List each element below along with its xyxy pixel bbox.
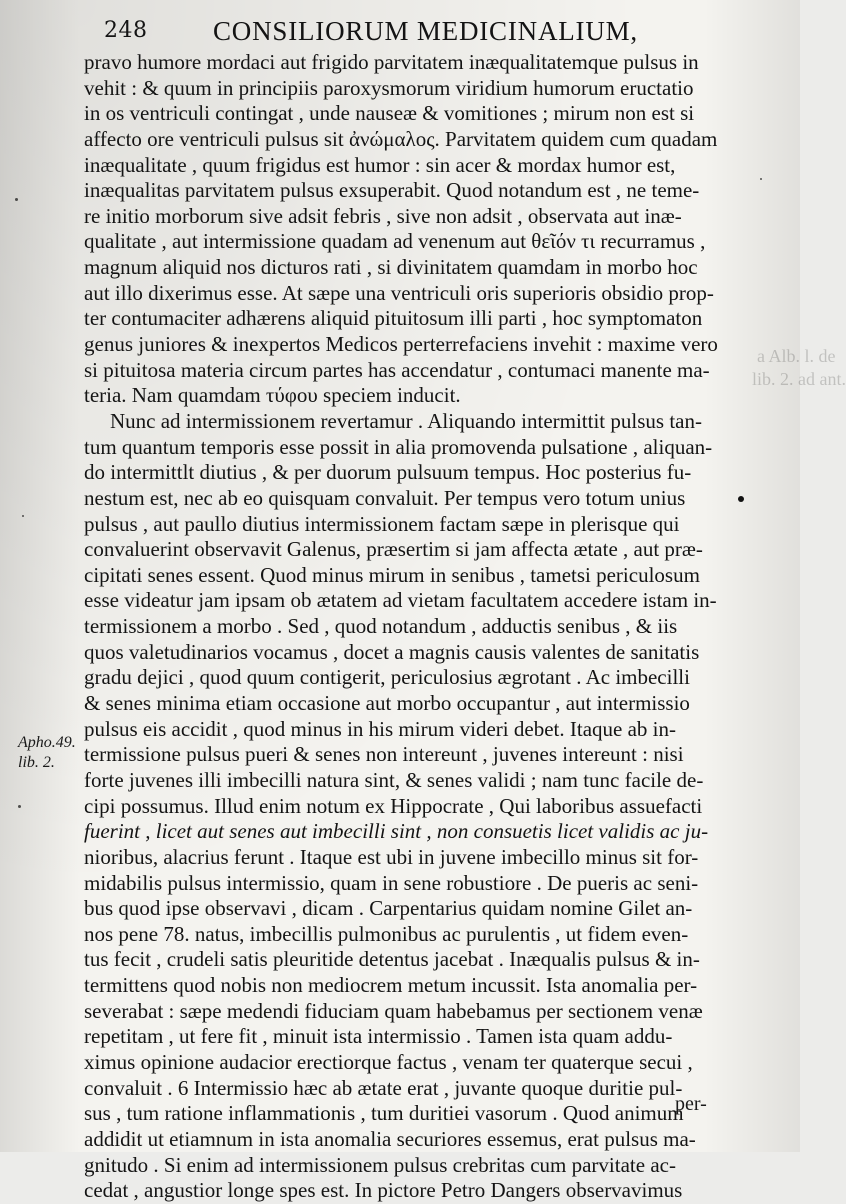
text-line: vehit : & quum in principiis paroxysmorum viridium humorum eructatio [84, 75, 694, 100]
text-line: & senes minima etiam occasione aut morbo occupantur , aut intermissio [84, 691, 690, 716]
text-line: si pituitosa materia circum partes has accendatur , contumaci manente ma- [84, 357, 710, 382]
bleed-through-text: a Alb. l. de [757, 346, 836, 366]
text-line: nos pene 78. natus, imbecillis pulmonibus ac purulentis , ut fidem even- [84, 921, 689, 946]
text-line: re initio morborum sive adsit febris , sive non adsit , observata aut inæ- [84, 203, 682, 228]
text-line: in os ventriculi contingat , unde nauseæ & vomitiones ; mirum non est si [84, 101, 695, 126]
text-line: termissionem a morbo . Sed , quod notandum , adductis senibus , & iis [84, 614, 678, 639]
ink-dot [738, 496, 744, 502]
text-line: termittens quod nobis non mediocrem metum incussit. Ista anomalia per- [84, 973, 698, 998]
body-text [84, 50, 734, 1204]
text-line: esse videatur jam ipsam ob ætatem ad vietam facultatem accedere istam in- [84, 588, 717, 613]
text-line: cipitati senes essent. Quod minus mirum in senibus , tametsi periculosum [84, 562, 700, 587]
text-line: qualitate , aut intermissione quadam ad venenum aut θεῖόν τι recurramus , [84, 229, 706, 254]
page-number: 248 [104, 18, 148, 43]
text-line: cedat , angustior longe spes est. In pictore Petro Dangers observavimus [84, 1178, 683, 1203]
page-header [0, 8, 800, 48]
text-line: gradu dejici , quod quum contigerit, periculosius ægrotant . Ac imbecilli [84, 665, 690, 690]
text-line: do intermittlt diutius , & per duorum pulsuum tempus. Hoc posterius fu- [84, 460, 692, 485]
catchword: per- [675, 1093, 707, 1115]
text-line: inæqualitate , quum frigidus est humor : sin acer & mordax humor est, [84, 152, 676, 177]
text-line: pulsus eis accidit , quod minus in his mirum videri debet. Itaque ab in- [84, 716, 676, 741]
text-line: bus quod ipse observavi , dicam . Carpentarius quidam nomine Gilet an- [84, 896, 693, 921]
text-line: gnitudo . Si enim ad intermissionem pulsus crebritas cum parvitate ac- [84, 1152, 676, 1177]
ink-speck [18, 805, 21, 808]
ink-speck [760, 178, 762, 180]
text-line: nioribus, alacrius ferunt . Itaque est ubi in juvene imbecillo minus sit for- [84, 844, 699, 869]
text-line: severabat : sæpe medendi fiduciam quam habebamus per sectionem venæ [84, 998, 703, 1023]
ink-speck [15, 198, 18, 201]
bleed-through-text: lib. 2. ad ant. [752, 369, 846, 389]
ink-speck [22, 515, 24, 517]
quoted-aphorism-line: fuerint , licet aut senes aut imbecilli sint , non consuetis licet validis ac ju- [84, 819, 709, 844]
text-line: cipi possumus. Illud enim notum ex Hippocrate , Qui laboribus assuefacti [84, 793, 703, 818]
text-line: termissione pulsus pueri & senes non intereunt , juvenes intereunt : nisi [84, 742, 684, 767]
marginal-note-line: lib. 2. [18, 754, 55, 771]
running-head: CONSILIORUM MEDICINALIUM, [213, 16, 638, 46]
text-line: nestum est, nec ab eo quisquam convaluit. Per tempus vero totum unius [84, 485, 686, 510]
text-line: sus , tum ratione inflammationis , tum duritiei vasorum . Quod animum [84, 1101, 684, 1126]
text-line: convaluerint observavit Galenus, præsertim si jam affecta ætate , aut præ- [84, 537, 703, 562]
text-line: pulsus , aut paullo diutius intermissionem factam sæpe in plerisque qui [84, 511, 680, 536]
text-line: affecto ore ventriculi pulsus sit ἀνώμαλος. Parvitatem quidem cum quadam [84, 126, 718, 151]
marginal-note-line: Apho.49. [18, 734, 76, 751]
marginal-note [18, 733, 86, 773]
text-line: tum quantum temporis esse possit in alia promovenda pulsatione , aliquan- [84, 434, 713, 459]
text-line: ximus opinione audacior erectiorque factus , venam ter quaterque secui , [84, 1049, 693, 1074]
text-line: convaluit . 6 Intermissio hæc ab ætate erat , juvante quoque duritie pul- [84, 1075, 683, 1100]
text-line: genus juniores & inexpertos Medicos perterrefaciens invehit : maxime vero [84, 332, 718, 357]
text-line: midabilis pulsus intermissio, quam in sene robustiore . De pueris ac seni- [84, 870, 699, 895]
text-line: forte juvenes illi imbecilli natura sint, & senes validi ; nam tunc facile de- [84, 767, 704, 792]
text-line: tus fecit , crudeli satis pleuritide detentus jacebat . Inæqualis pulsus & in- [84, 947, 700, 972]
text-line: quos valetudinarios vocamus , docet a magnis causis valentes de sanitatis [84, 639, 700, 664]
text-line: addidit ut etiamnum in ista anomalia securiores essemus, erat pulsus ma- [84, 1126, 696, 1151]
text-line: teria. Nam quamdam τύφου speciem inducit. [84, 383, 461, 408]
text-line: repetitam , ut fere fit , minuit ista intermissio . Tamen ista quam addu- [84, 1024, 673, 1049]
text-line: aut illo dixerimus esse. At sæpe una ventriculi oris superioris obsidio prop- [84, 280, 714, 305]
paragraph-start-line: Nunc ad intermissionem revertamur . Aliquando intermittit pulsus tan- [110, 408, 702, 433]
text-line: ter contumaciter adhærens aliquid pituitosum illi parti , hoc symptomaton [84, 306, 703, 331]
text-line: pravo humore mordaci aut frigido parvitatem inæqualitatemque pulsus in [84, 50, 699, 74]
text-line: magnum aliquid nos dicturos rati , si divinitatem quamdam in morbo hoc [84, 255, 698, 280]
text-line: inæqualitas parvitatem pulsus exsuperabit. Quod notandum est , ne teme- [84, 178, 700, 203]
